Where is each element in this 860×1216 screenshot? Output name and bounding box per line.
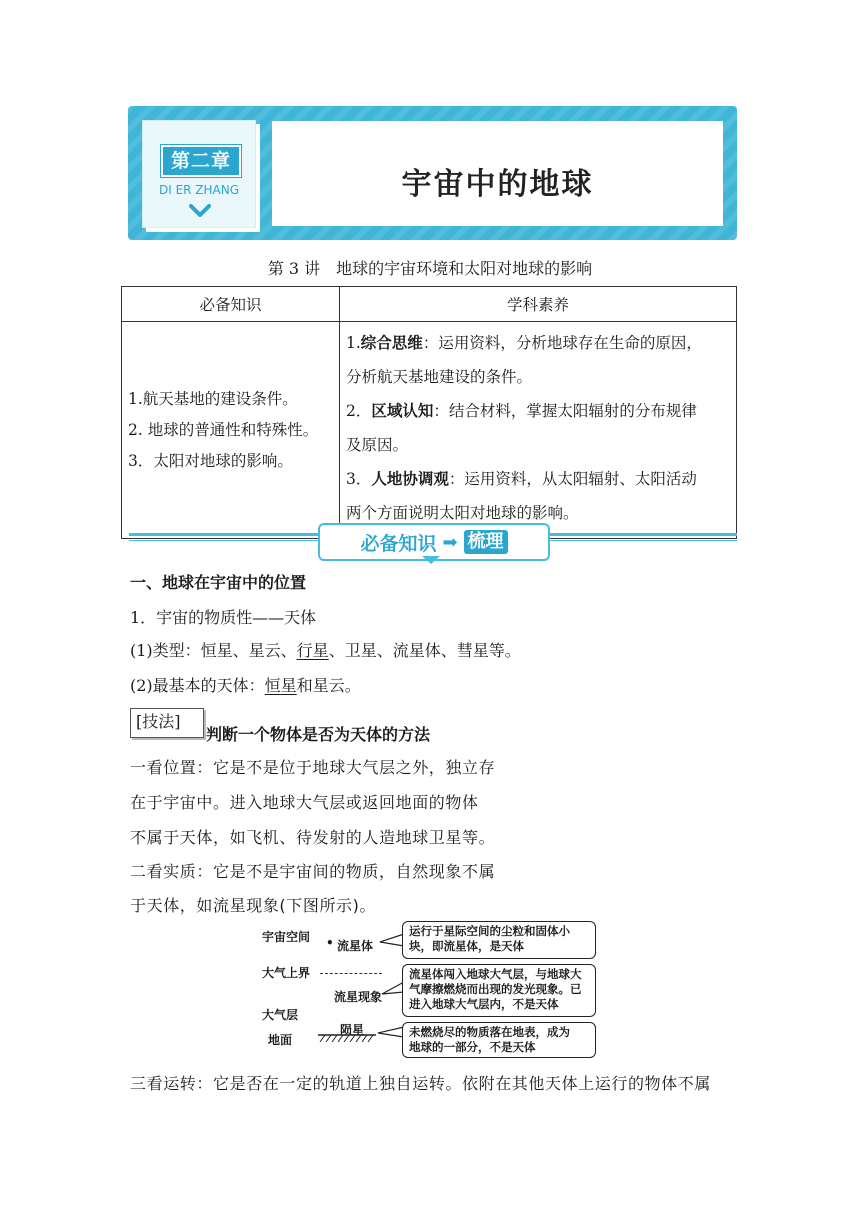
meteoroid-dot-icon: • [326,936,334,950]
knowledge-item: 2. 地球的普通性和特殊性。 [128,420,319,439]
literacy-item [346,326,730,360]
tip-line: 一看位置：它是不是位于地球大气层之外，独立存 [130,758,496,777]
goals-table [121,286,737,539]
callout-line: 地球的一部分，不是天体 [409,1040,536,1054]
label-ground: 地面 [268,1033,293,1047]
chapter-pinyin: DI ER ZHANG [158,183,240,197]
text-run: 、卫星、流星体、彗星等。 [328,641,521,660]
atmos-boundary-line [320,973,382,974]
tip-label-box [130,708,204,738]
underlined-answer: 行星 [296,641,329,660]
ribbon-pointer [422,556,440,564]
label-meteorite: 陨星 [340,1023,365,1037]
chapter-title: 宇宙中的地球 [401,167,594,202]
literacy-item [346,394,730,428]
literacy-key: 综合思维 [360,334,423,352]
literacy-cell [340,322,737,539]
chapter-title-box [272,121,723,226]
label-atmos-top: 大气上界 [262,966,311,980]
callout-line: 进入地球大气层内，不是天体 [409,997,559,1011]
literacy-text: ：运用资料，分析地球存在生命的原因， [422,334,702,352]
literacy-text: ：结合材料，掌握太阳辐射的分布规律 [433,402,697,420]
tip-line: 二看实质：它是不是宇宙间的物质，自然现象不属 [130,862,496,881]
header-knowledge: 必备知识 [122,287,340,322]
literacy-text-cont: 及原因。 [346,436,409,454]
knowledge-cell [122,322,340,539]
text-run: 和星云。 [296,676,361,695]
text-run: (1)类型：恒星、星云、 [130,641,297,660]
chapter-banner [128,106,737,240]
callout-line: 运行于星际空间的尘粒和固体小 [409,924,570,938]
chapter-number: 第二章 [161,145,241,177]
callout-line: 未燃烧尽的物质落在地表，成为 [409,1025,570,1039]
section-heading: 一、地球在宇宙中的位置 [130,573,307,592]
label-meteor: 流星现象 [334,990,383,1004]
tip-line: 在于宇宙中。进入地球大气层或返回地面的物体 [130,793,479,812]
subsection-heading [130,605,316,628]
callout-meteor [402,964,596,1017]
tip-label: [技法] [136,712,181,731]
paragraph [130,638,521,661]
header-literacy: 学科素养 [340,287,737,322]
literacy-num: 1. [346,334,361,352]
chapter-badge [142,120,256,228]
table-header-row [122,287,737,322]
literacy-text-cont: 分析航天基地建设的条件。 [346,368,533,386]
callout-line: 气摩擦燃烧而出现的发光现象。已 [409,982,582,996]
literacy-text-cont: 两个方面说明太阳对地球的影响。 [346,504,579,522]
literacy-item [346,462,730,496]
paragraph [130,673,361,696]
lecture-title: 第 3 讲 地球的宇宙环境和太阳对地球的影响 [267,259,593,278]
underlined-answer: 恒星 [264,676,297,695]
text-run: (2)最基本的天体： [130,676,265,695]
callout-line: 块，即流星体，是天体 [409,939,524,953]
ribbon-label: 必备知识 [360,532,437,555]
literacy-key: 人地协调观 [371,470,449,488]
subsection-text: 1．宇宙的物质性——天体 [130,608,317,627]
label-space: 宇宙空间 [262,930,311,944]
label-atmosphere: 大气层 [262,1008,299,1022]
callout-meteoroid [402,921,596,959]
literacy-text: ：运用资料，从太阳辐射、太阳活动 [448,470,697,488]
callout-meteorite [402,1022,596,1058]
callout-line: 流星体闯入地球大气层，与地球大 [409,967,582,981]
knowledge-item: 1.航天基地的建设条件。 [128,389,298,408]
tip-line: 不属于天体，如飞机、待发射的人造地球卫星等。 [130,828,496,847]
tip-title: 判断一个物体是否为天体的方法 [206,725,431,744]
literacy-num: 2． [346,402,372,420]
knowledge-item: 3．太阳对地球的影响。 [128,451,293,470]
chevron-down-icon [189,203,211,219]
ground-hatch-icon [318,1034,376,1042]
table-row [122,322,737,539]
tip-line: 于天体，如流星现象(下图所示)。 [130,896,377,915]
literacy-key: 区域认知 [371,402,434,420]
ribbon-label-highlight: 梳理 [464,530,508,554]
tip-line: 三看运转：它是否在一定的轨道上独自运转。依附在其他天体上运行的物体不属 [130,1074,712,1093]
label-meteoroid: 流星体 [337,939,374,953]
arrow-right-icon: ➡ [442,531,458,553]
literacy-num: 3． [346,470,372,488]
